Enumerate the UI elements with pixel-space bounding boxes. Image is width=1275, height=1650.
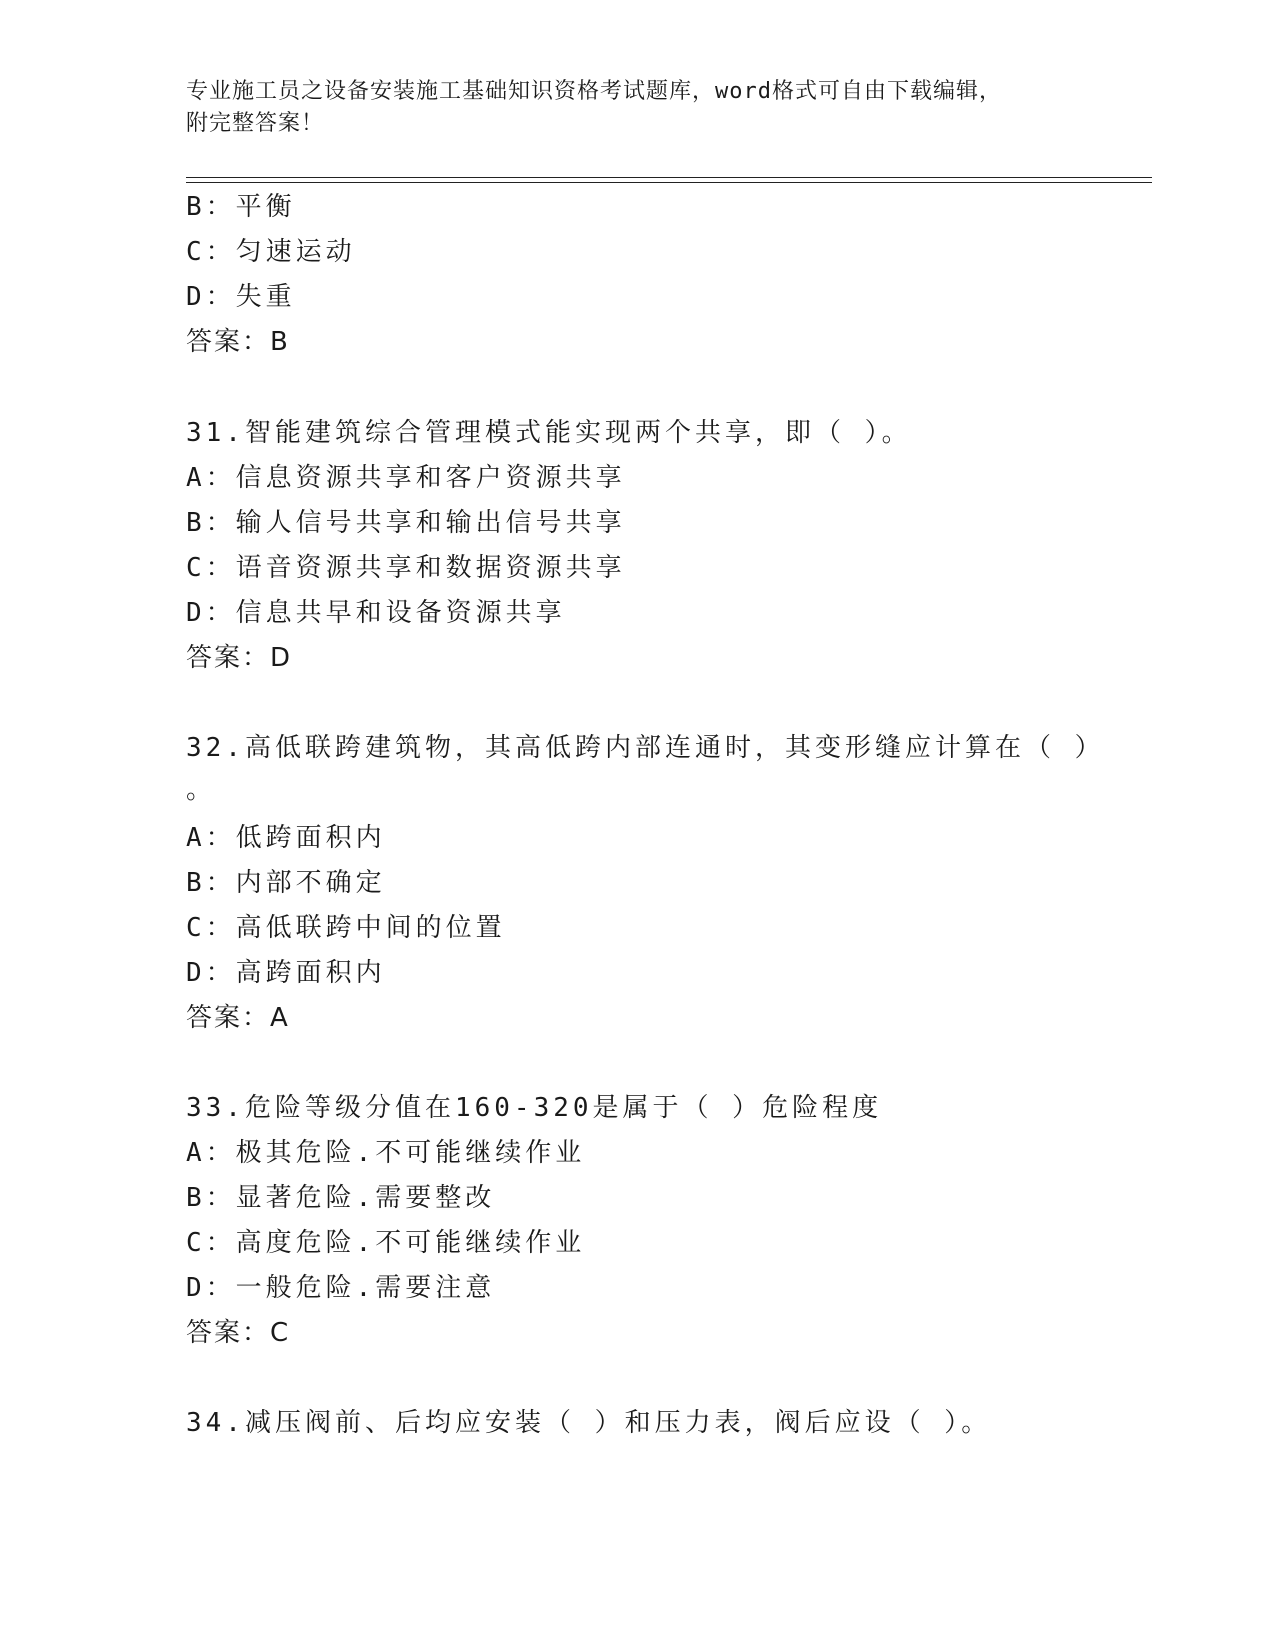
header-line-2: 附完整答案！	[186, 111, 325, 136]
q33-answer: 答案：C	[186, 1318, 291, 1348]
q32-question-continued: 。	[186, 775, 217, 805]
header-divider-top	[186, 177, 1152, 178]
header-line-1: 专业施工员之设备安装施工基础知识资格考试题库，word格式可自由下载编辑，	[186, 79, 1002, 104]
q32-option-d: D：高跨面积内	[186, 958, 386, 988]
q31-question: 31.智能建筑综合管理模式能实现两个共享，即（ ）。	[186, 418, 912, 448]
document-header	[186, 76, 1166, 140]
q30-option-d: D：失重	[186, 282, 296, 312]
q31-option-d: D：信息共早和设备资源共享	[186, 598, 566, 628]
q32-option-a: A：低跨面积内	[186, 823, 386, 853]
q31-option-a: A：信息资源共享和客户资源共享	[186, 463, 626, 493]
q33-option-a: A：极其危险.不可能继续作业	[186, 1138, 586, 1168]
q33-option-c: C：高度危险.不可能继续作业	[186, 1228, 586, 1258]
q33-option-d: D：一般危险.需要注意	[186, 1273, 496, 1303]
q31-answer: 答案：D	[186, 643, 293, 673]
header-divider-bottom	[186, 182, 1152, 183]
q30-option-c: C：匀速运动	[186, 237, 356, 267]
q33-question: 33.危险等级分值在160-320是属于（ ）危险程度	[186, 1093, 883, 1123]
q30-answer: 答案：B	[186, 327, 290, 357]
q32-option-b: B：内部不确定	[186, 868, 386, 898]
q32-option-c: C：高低联跨中间的位置	[186, 913, 506, 943]
q31-option-c: C：语音资源共享和数据资源共享	[186, 553, 626, 583]
q30-option-b: B：平衡	[186, 192, 296, 222]
q31-option-b: B：输人信号共享和输出信号共享	[186, 508, 626, 538]
q34-question: 34.减压阀前、后均应安装（ ）和压力表，阀后应设（ ）。	[186, 1408, 992, 1438]
q32-question: 32.高低联跨建筑物，其高低跨内部连通时，其变形缝应计算在（ ）	[186, 733, 1105, 763]
q33-option-b: B：显著危险.需要整改	[186, 1183, 496, 1213]
q32-answer: 答案：A	[186, 1003, 290, 1033]
